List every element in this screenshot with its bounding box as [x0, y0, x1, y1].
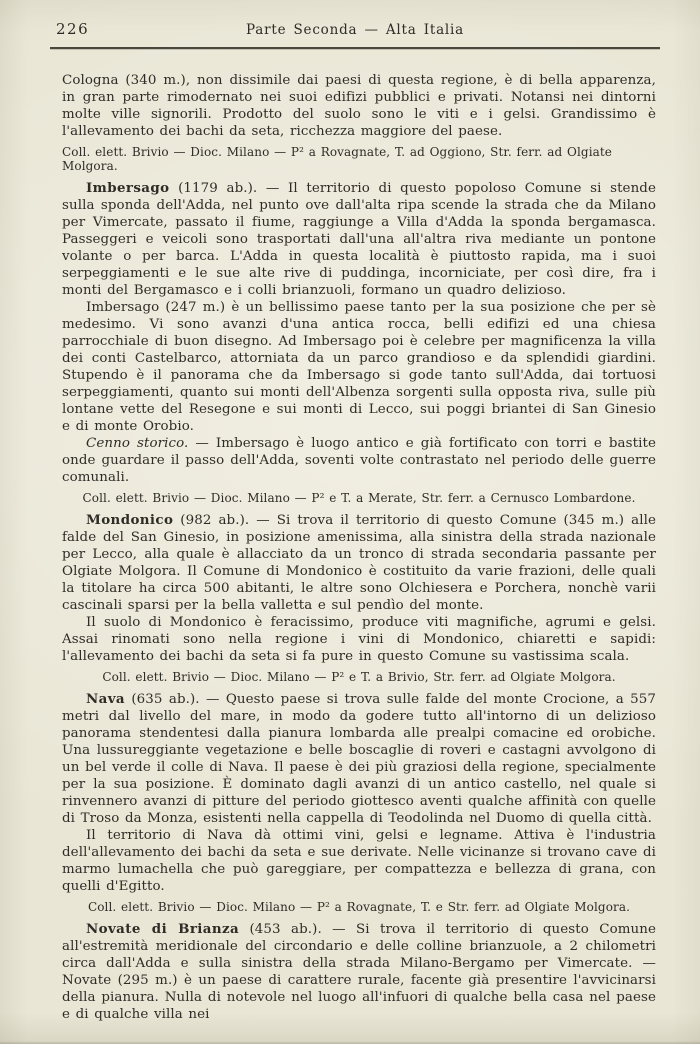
- electoral-note: Coll. elett. Brivio — Dioc. Milano — P² e T. a Merate, Str. ferr. a Cernusco Lombardone.: [82, 491, 636, 505]
- paragraph: [62, 691, 656, 827]
- page-content: [62, 72, 656, 1023]
- entry-mondonico: [62, 512, 656, 684]
- commune-name: Nava: [86, 691, 125, 707]
- page-header: [54, 20, 656, 42]
- paragraph-text: Imbersago (247 m.) è un bellissimo paese tanto per la sua posizione che per sè medesimo. Vi sono avanzi d'una antica rocca, belli edifizi ed una chiesa parrocchiale di buon disegno. Ad Imbersago poi è celebre per magnificenza la villa dei conti Castelbarco, attorniata da un parco grandioso e da splendidi giardini. Stupendo è il panorama che da Imbersago si gode tanto sull'Adda, dai tortuosi serpeggiamenti, quanto sui monti dell'Albenza sorgenti sulla opposta riva, sulle più lontane vette del Resegone e sui monti di Lecco, sui poggi briantei di San Ginesio e di monte Orobio.: [62, 300, 656, 434]
- paragraph-text: (453 ab.). — Si trova il territorio di questo Comune all'estremità meridionale del circondario e delle colline brianzuole, a 2 chilometri circa dall'Adda e sulla sinistra della strada Milano-Bergamo per Vimercate. — Novate (295 m.) è un paese di carattere rurale, facente già presentire l'avvicinarsi della pianura. Nulla di notevole nel luogo all'infuori di qualche bella casa nel paese e di qualche villa nei: [62, 922, 656, 1022]
- paragraph-text: (635 ab.). — Questo paese si trova sulle falde del monte Crocione, a 557 metri dal livello del mare, in modo da godere tutto all'intorno di un delizioso panorama stendentesi dalla pianura lombarda alle prealpi comacine ed orobiche. Una lussureggiante vegetazione e belle boscaglie di roveri e castagni avvolgono di un bel verde il colle di Nava. Il paese è dei più graziosi della regione, specialmente per la sua posizione. È dominato dagli avanzi di un antico castello, nel quale si rinvennero avanzi di pitture del periodo giottesco aventi qualche affinità con quelle di Troso da Monza, esistenti nella cappella di Teodolinda nel Duomo di quella città.: [62, 692, 656, 826]
- running-title: Parte Seconda — Alta Italia: [246, 22, 464, 38]
- paragraph: [62, 614, 656, 665]
- electoral-note: Coll. elett. Brivio — Dioc. Milano — P² a Rovagnate, T. e Str. ferr. ad Olgiate Molgora.: [87, 900, 631, 914]
- paragraph: [62, 827, 656, 895]
- cenno-storico-label: Cenno storico.: [86, 436, 189, 451]
- paragraph-text: — Imbersago è luogo antico e già fortificato con torri e bastite onde guardare il passo dell'Adda, soventi volte contrastato nel periodo delle guerre comunali.: [62, 436, 656, 485]
- paragraph-text: Il territorio di Nava dà ottimi vini, gelsi e legname. Attiva è l'industria dell'allevamento dei bachi da seta e sue derivate. Nelle vicinanze si trovano cave di marmo lumachella che può gareggiare, per compattezza e bellezza di grana, con quelli d'Egitto.: [62, 828, 656, 894]
- header-rule: [50, 47, 660, 49]
- electoral-note: Coll. elett. Brivio — Dioc. Milano — P² e T. a Brivio, Str. ferr. ad Olgiate Molgora.: [102, 670, 616, 684]
- paragraph: [62, 72, 656, 140]
- commune-name: Mondonico: [86, 512, 174, 528]
- paragraph-text: Il suolo di Mondonico è feracissimo, produce viti magnifiche, agrumi e gelsi. Assai rinomati sono nella regione i vini di Mondonico, chiaretti e sapidi: l'allevamento dei bachi da seta si fa pure in questo Comune su vastissima scala.: [62, 615, 656, 664]
- electoral-note: Coll. elett. Brivio — Dioc. Milano — P² a Rovagnate, T. ad Oggiono, Str. ferr. ad Olgiate Molgora.: [62, 145, 613, 173]
- paragraph-text: (982 ab.). — Si trova il territorio di questo Comune (345 m.) alle falde del San Ginesio, in posizione amenissima, alla sinistra della strada nazionale per Lecco, alla quale è allacciato da un tronco di strada secondaria passante per Olgiate Molgora. Il Comune di Mondonico è costituito da varie frazioni, delle quali la titolare ha circa 500 abitanti, le altre sono Olchiesera e Porchera, nonchè varii cascinali sparsi per la bella valletta e sul pendìo del monte.: [62, 513, 656, 613]
- paragraph: [62, 512, 656, 614]
- entry-nava: [62, 691, 656, 914]
- paragraph: [62, 435, 656, 486]
- commune-name: Imbersago: [86, 180, 170, 196]
- paragraph: [62, 299, 656, 435]
- paragraph: [62, 180, 656, 299]
- paragraph-text: (1179 ab.). — Il territorio di questo popoloso Comune si stende sulla sponda dell'Adda, nel punto ove dall'alta ripa scende la strada che da Milano per Vimercate, passato il fiume, raggiunge a Villa d'Adda la sponda bergamasca. Passeggeri e veicoli sono trasportati dall'una all'altra riva mediante un pontone volante o per barca. L'Adda in questa località è piuttosto rapida, ma i suoi serpeggiamenti e le sue alte rive di puddinga, incorniciate, per così dire, fra i monti del Bergamasco e i colli brianzuoli, formano un quadro delizioso.: [62, 181, 656, 298]
- entry-imbersago: [62, 180, 656, 505]
- page-number: 226: [56, 20, 90, 38]
- commune-name: Novate di Brianza: [86, 921, 240, 937]
- entry-cologna: [62, 72, 656, 173]
- entry-novate-di-brianza: [62, 921, 656, 1023]
- paragraph-text: Cologna (340 m.), non dissimile dai paesi di questa regione, è di bella apparenza, in gran parte rimodernato nei suoi edifizi pubblici e privati. Notansi nei dintorni molte ville signorili. Prodotto del suolo sono le viti e i gelsi. Grandissimo è l'allevamento dei bachi da seta, ricchezza maggiore del paese.: [62, 73, 656, 139]
- paragraph: [62, 921, 656, 1023]
